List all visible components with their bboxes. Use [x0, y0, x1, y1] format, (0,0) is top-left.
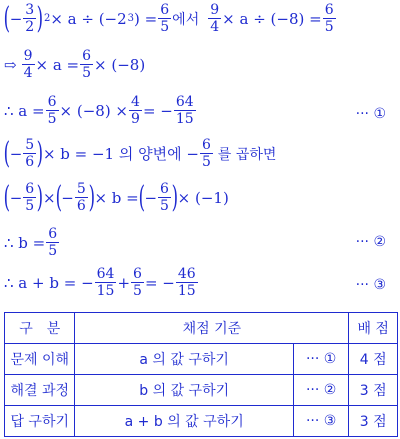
table-row	[5, 375, 398, 406]
fraction: $\frac{5}{6}$	[25, 137, 35, 170]
fraction: $\frac{6}{5}$	[48, 226, 58, 259]
equation-line-5: ( − $\frac{6}{5}$ ) × ( − $\frac{5}{6}$ ) × b = ( − $\frac{6}{5}$ ) × (−1)	[3, 179, 229, 215]
step-ref-cell: ··· ①	[293, 344, 348, 375]
fraction: $\frac{9}{4}$	[23, 48, 33, 81]
table-header-row	[5, 313, 398, 344]
table-row	[5, 344, 398, 375]
points-cell: 3 점	[349, 406, 398, 437]
equation-line-7: ∴ a + b = − $\frac{64}{15}$ + $\frac{6}{5}$ = − $\frac{46}{15}$	[4, 266, 196, 299]
fraction: $\frac{6}{5}$	[160, 2, 170, 35]
step-marker-3: ··· ③	[355, 277, 386, 293]
criterion-cell: b 의 값 구하기	[75, 375, 293, 406]
fraction: $\frac{6}{5}$	[160, 181, 169, 214]
equation-line-2: ⇨ $\frac{9}{4}$ × a = $\frac{6}{5}$ × (−8)	[4, 48, 146, 81]
equation-line-1: ( − $\frac{3}{2}$ ) 2 × a ÷ (−2 3 ) = $\frac{6}{5}$ 에서 $\frac{9}{4}$ × a ÷ (−8) = $\frac{6}{5}$	[3, 0, 334, 36]
arrow-icon: ⇨	[4, 55, 17, 74]
step-ref-cell: ··· ③	[293, 406, 348, 437]
step-marker-2: ··· ②	[355, 234, 386, 250]
step-ref-cell: ··· ②	[293, 375, 348, 406]
points-cell: 4 점	[349, 344, 398, 375]
step-marker-1: ··· ①	[355, 106, 386, 122]
category-cell: 답 구하기	[5, 406, 75, 437]
equation-line-4: ( − $\frac{5}{6}$ ) × b = −1 의 양변에 − $\frac{6}{5}$ 를 곱하면	[3, 135, 277, 171]
criterion-cell: a 의 값 구하기	[75, 344, 293, 375]
fraction: $\frac{4}{9}$	[131, 94, 140, 127]
fraction: $\frac{46}{15}$	[177, 266, 196, 299]
criterion-cell: a + b 의 값 구하기	[75, 406, 293, 437]
equation-line-6: ∴ b = $\frac{6}{5}$	[4, 226, 58, 259]
category-cell: 해결 과정	[5, 375, 75, 406]
column-header-criterion: 채점 기준	[75, 313, 349, 344]
fraction: $\frac{64}{15}$	[96, 266, 115, 299]
fraction: $\frac{6}{5}$	[201, 137, 211, 170]
fraction: $\frac{6}{5}$	[47, 94, 57, 127]
table-row	[5, 406, 398, 437]
fraction: $\frac{6}{5}$	[324, 2, 334, 35]
fraction: $\frac{6}{5}$	[133, 266, 142, 299]
fraction: $\frac{5}{6}$	[76, 181, 86, 214]
column-header-category: 구 분	[5, 313, 75, 344]
fraction: $\frac{3}{2}$	[25, 2, 35, 35]
category-cell: 문제 이해	[5, 344, 75, 375]
fraction: $\frac{64}{15}$	[175, 94, 194, 127]
column-header-points: 배 점	[349, 313, 398, 344]
fraction: $\frac{6}{5}$	[25, 181, 35, 214]
fraction: $\frac{6}{5}$	[82, 48, 92, 81]
points-cell: 3 점	[349, 375, 398, 406]
equation-line-3: ∴ a = $\frac{6}{5}$ × (−8) × $\frac{4}{9}$ = − $\frac{64}{15}$	[4, 94, 194, 127]
fraction: $\frac{9}{4}$	[210, 2, 220, 35]
scoring-table	[4, 312, 398, 437]
